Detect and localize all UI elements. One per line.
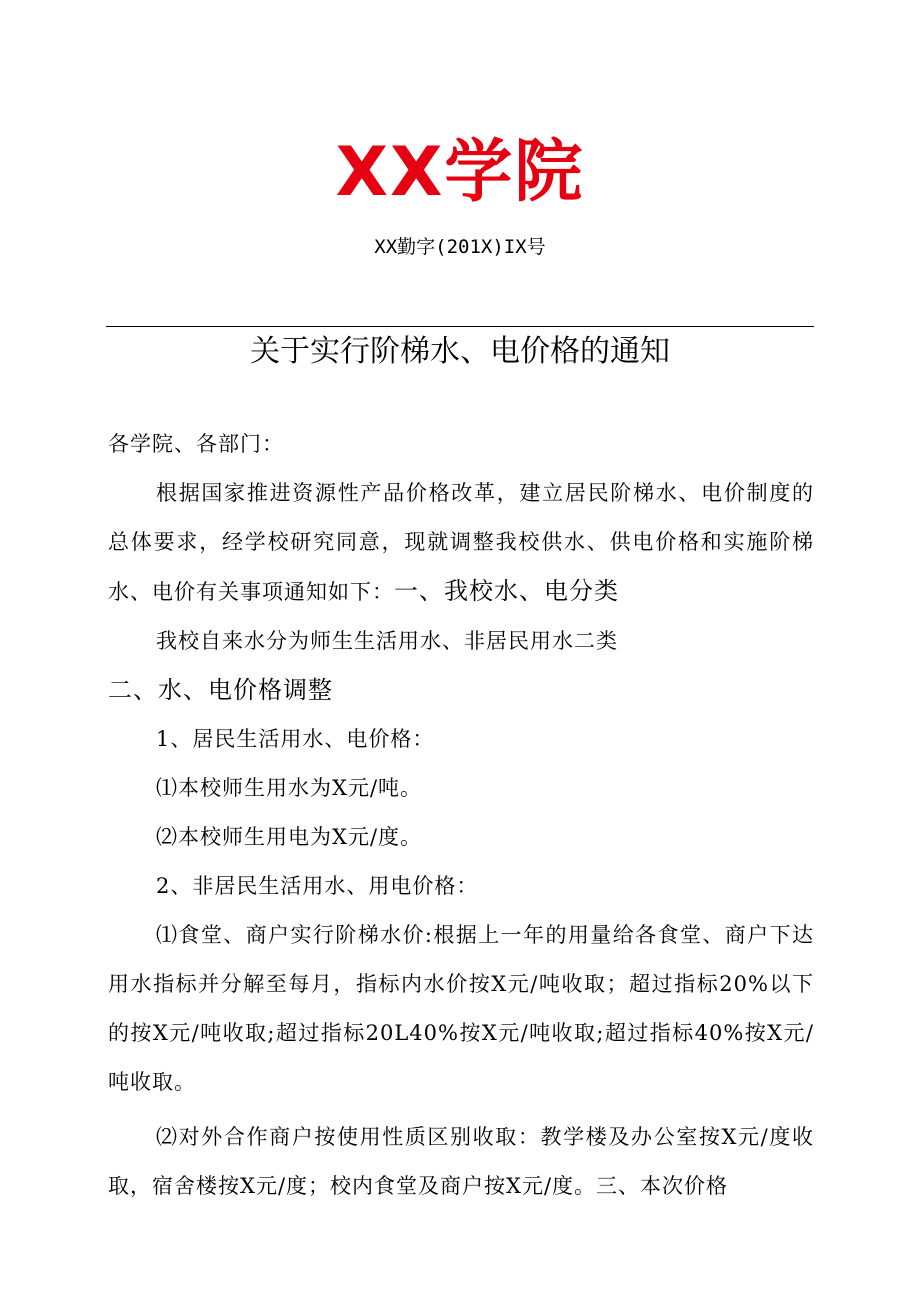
intro-text: 根据国家推进资源性产品价格改革，建立居民阶梯水、电价制度的总体要求，经学校研究同意，现就调整我校供水、供电价格和实施阶梯水、电价有关事项通知如下： bbox=[108, 481, 814, 604]
header-divider bbox=[106, 326, 814, 327]
section2-heading: 二、水、电价格调整 bbox=[108, 676, 333, 704]
item1-heading: 1、居民生活用水、电价格： bbox=[156, 727, 435, 751]
institution-name: XX学院 bbox=[335, 133, 585, 212]
section1-heading: 一、我校水、电分类 bbox=[394, 577, 619, 605]
notice-body bbox=[108, 420, 814, 1211]
notice-title: 关于实行阶梯水、电价格的通知 bbox=[250, 334, 670, 369]
item1-electric-price: ⑵本校师生用电为X元/度。 bbox=[156, 825, 423, 849]
intro-paragraph bbox=[108, 469, 814, 617]
item2-merchant-electric: ⑵对外合作商户按使用性质区别收取：教学楼及办公室按X元/度收取，宿舍楼按X元/度；校内食堂及商户按X元/度。三、本次价格 bbox=[108, 1125, 814, 1198]
salutation: 各学院、各部门： bbox=[108, 432, 284, 456]
document-number: XX勤字(201X)IX号 bbox=[374, 236, 546, 258]
item2-tiered-water: ⑴食堂、商户实行阶梯水价:根据上一年的用量给各食堂、商户下达用水指标并分解至每月，指标内水价按X元/吨收取；超过指标20%以下的按X元/吨收取;超过指标20L40%按X元/吨收取;超过指标40%按X元/吨收取。 bbox=[108, 923, 814, 1094]
item2-heading: 2、非居民生活用水、用电价格： bbox=[156, 874, 479, 898]
section1-text: 我校自来水分为师生生活用水、非居民用水二类 bbox=[156, 629, 618, 653]
item1-water-price: ⑴本校师生用水为X元/吨。 bbox=[156, 776, 423, 800]
